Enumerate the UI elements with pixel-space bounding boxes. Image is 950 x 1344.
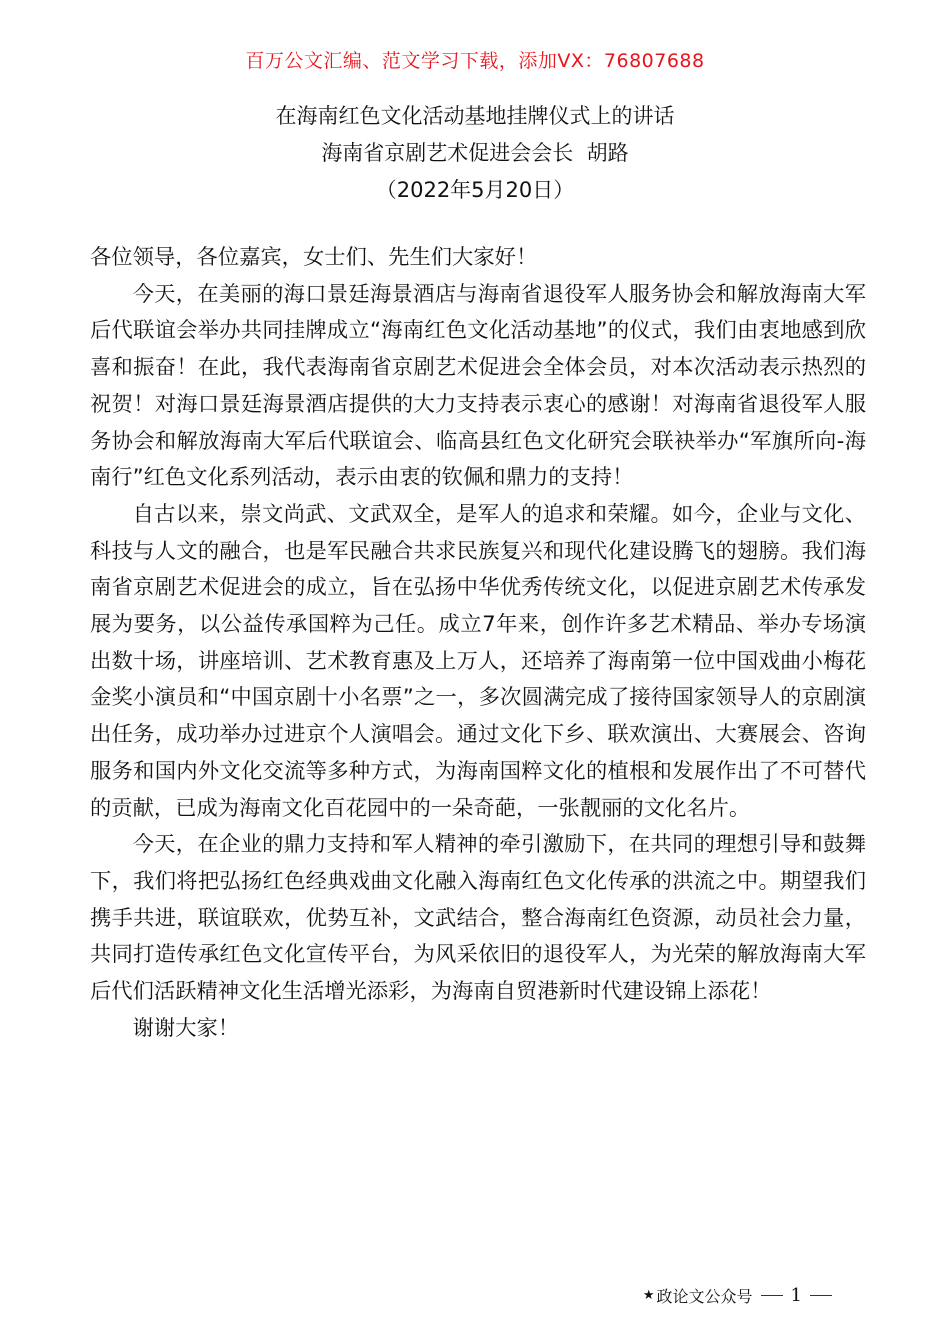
speech-date: （2022年5月20日） bbox=[375, 178, 575, 202]
speech-body bbox=[90, 240, 866, 1047]
footer-dash-right bbox=[810, 1295, 832, 1296]
page-number: 1 bbox=[790, 1285, 802, 1306]
footer-dash-left bbox=[761, 1295, 783, 1296]
title-block bbox=[0, 98, 950, 209]
body-paragraph: 今天，在企业的鼎力支持和军人精神的牵引激励下，在共同的理想引导和鼓舞下，我们将把弘扬红色经典戏曲文化融入海南红色文化传承的洪流之中。期望我们携手共进，联谊联欢，优势互补，文武结合，整合海南红色资源，动员社会力量，共同打造传承红色文化宣传平台，为风采依旧的退役军人，为光荣的解放海南大军后代们活跃精神文化生活增光添彩，为海南自贸港新时代建设锦上添花！ bbox=[90, 832, 866, 1005]
body-paragraph: 自古以来，崇文尚武、文武双全，是军人的追求和荣耀。如今，企业与文化、科技与人文的融合，也是军民融合共求民族复兴和现代化建设腾飞的翅膀。我们海南省京剧艺术促进会的成立，旨在弘扬中华优秀传统文化，以促进京剧艺术传承发展为要务，以公益传承国粹为己任。成立7年来，创作许多艺术精品、举办专场演出数十场，讲座培训、艺术教育惠及上万人，还培养了海南第一位中国戏曲小梅花金奖小演员和“中国京剧十小名票”之一，多次圆满完成了接待国家领导人的京剧演出任务，成功举办过进京个人演唱会。通过文化下乡、联欢演出、大赛展会、咨询服务和国内外文化交流等多种方式，为海南国粹文化的植根和发展作出了不可替代的贡献，已成为海南文化百花园中的一朵奇葩，一张靓丽的文化名片。 bbox=[90, 501, 866, 821]
closing-paragraph: 谢谢大家！ bbox=[132, 1015, 240, 1041]
speech-title: 在海南红色文化活动基地挂牌仪式上的讲话 bbox=[275, 104, 675, 128]
body-paragraph: 今天，在美丽的海口景廷海景酒店与海南省退役军人服务协会和解放海南大军后代联谊会举办共同挂牌成立“海南红色文化活动基地”的仪式，我们由衷地感到欣喜和振奋！在此，我代表海南省京剧艺术促进会全体会员，对本次活动表示热烈的祝贺！对海口景廷海景酒店提供的大力支持表示衷心的感谢！对海南省退役军人服务协会和解放海南大军后代联谊会、临高县红色文化研究会联袂举办“军旗所向-海南行”红色文化系列活动，表示由衷的钦佩和鼎力的支持！ bbox=[90, 281, 866, 491]
greeting-paragraph: 各位领导，各位嘉宾，女士们、先生们大家好！ bbox=[90, 245, 538, 270]
page-footer bbox=[643, 1284, 832, 1307]
footer-source: 政论文公众号 bbox=[656, 1287, 753, 1306]
download-banner: 百万公文汇编、范文学习下载，添加VX：76807688 bbox=[245, 50, 705, 72]
star-icon: ★ bbox=[642, 1288, 655, 1303]
speaker-line: 海南省京剧艺术促进会会长 胡路 bbox=[321, 141, 629, 165]
